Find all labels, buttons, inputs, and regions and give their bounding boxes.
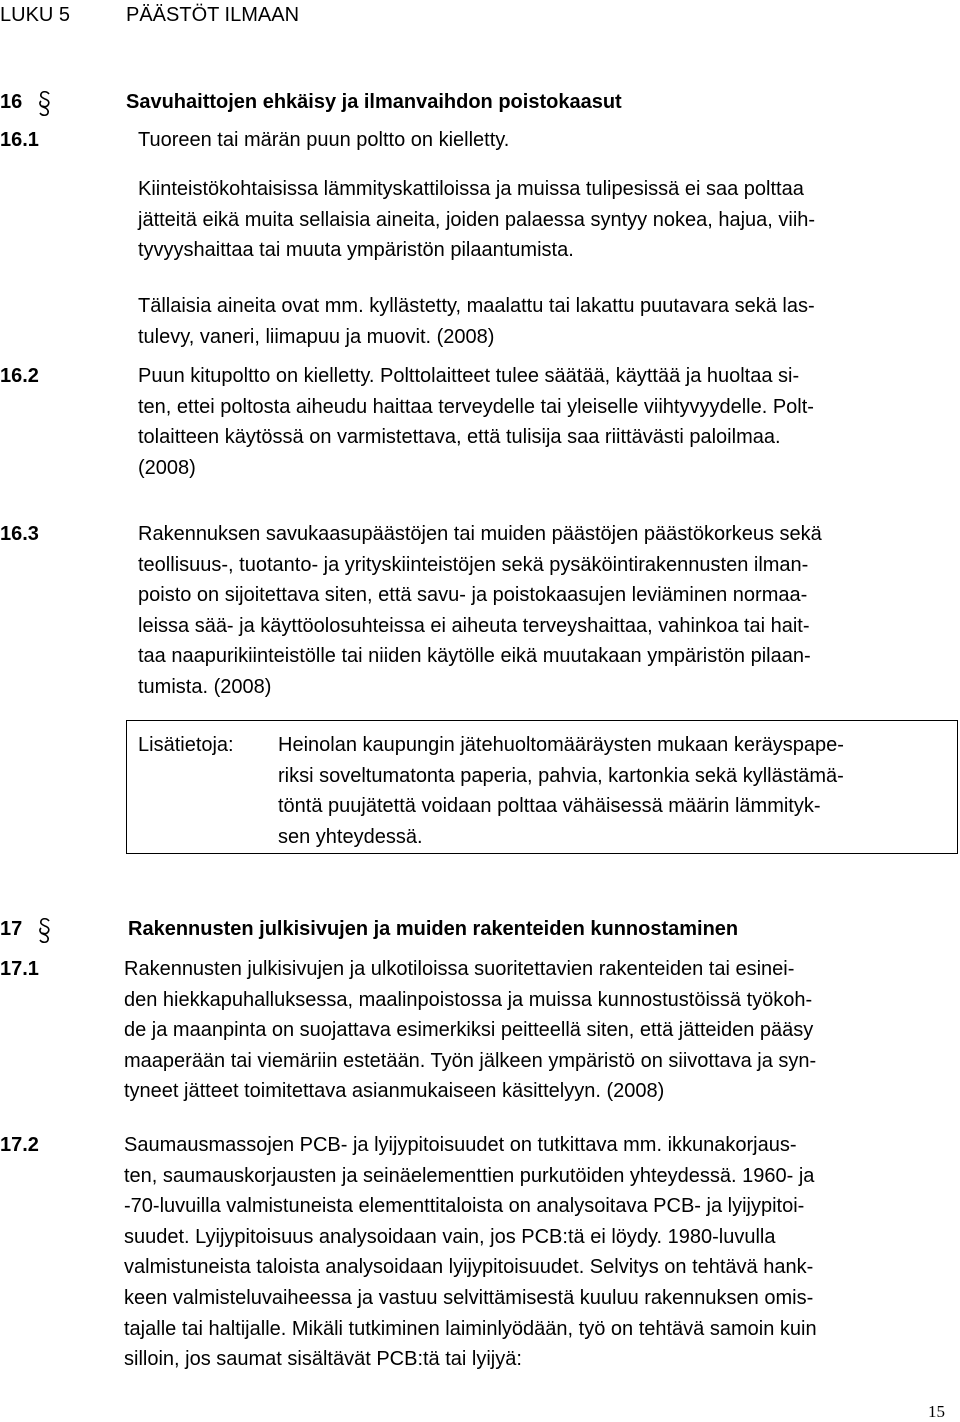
text-line: Saumausmassojen PCB- ja lyijypitoisuudet on tutkittava mm. ikkunakorjaus-	[124, 1134, 797, 1156]
section-sign-icon	[34, 88, 56, 118]
text-line: tyneet jätteet toimitettava asianmukaiseen käsittelyyn. (2008)	[124, 1080, 665, 1103]
text-line: Heinolan kaupungin jätehuoltomääräysten mukaan keräyspape-	[278, 734, 844, 756]
text-line: valmistuneista taloista analysoidaan lyijypitoisuudet. Selvitys on tehtävä hank-	[124, 1256, 814, 1279]
text-line: jätteitä eikä muita sellaisia aineita, joiden palaessa syntyy nokea, hajua, viih-	[138, 208, 816, 231]
chapter-title: PÄÄSTÖT ILMAAN	[126, 4, 300, 26]
text-line: ten, saumauskorjausten ja seinäelementtien purkutöiden yhteydessä. 1960- ja	[124, 1164, 815, 1187]
text-line: maaperään tai viemäriin estetään. Työn jälkeen ympäristö on siivottava ja syn-	[124, 1049, 817, 1072]
section-16-title: Savuhaittojen ehkäisy ja ilmanvaihdon poistokaasut	[126, 91, 622, 113]
text-line: riksi soveltumatonta paperia, pahvia, kartonkia sekä kyllästämä-	[278, 764, 844, 787]
text-line: silloin, jos saumat sisältävät PCB:tä tai lyijyä:	[124, 1348, 522, 1371]
text-line: taa naapurikiinteistölle tai niiden käytölle eikä muutakaan ympäristön pilaan-	[138, 645, 811, 668]
section-17-title: Rakennusten julkisivujen ja muiden rakenteiden kunnostaminen	[128, 918, 739, 940]
text-line: keen valmisteluvaiheessa ja vastuu selvittämisestä kuuluu rakennuksen omis-	[124, 1286, 814, 1309]
text-line: poisto on sijoitettava siten, että savu- ja poistokaasujen leviäminen normaa-	[138, 584, 808, 607]
text-line: Rakennuksen savukaasupäästöjen tai muiden päästöjen päästökorkeus sekä	[138, 523, 822, 545]
section-16-number: 16	[0, 91, 23, 113]
item-16-1-paragraph-2	[138, 291, 815, 352]
text-line: tumista. (2008)	[138, 675, 272, 698]
text-line: Kiinteistökohtaisissa lämmityskattiloissa ja muissa tulipesissä ei saa polttaa	[138, 178, 804, 200]
text-line: suudet. Lyijypitoisuus analysoidaan vain, jos PCB:tä ei löydy. 1980-luvulla	[124, 1225, 776, 1248]
section-17-number: 17	[0, 918, 23, 940]
item-17-2-paragraph	[124, 1130, 817, 1375]
text-line: Tällaisia aineita ovat mm. kyllästetty, maalattu tai lakattu puutavara sekä las-	[138, 295, 815, 317]
text-line: den hiekkapuhalluksessa, maalinpoistossa ja muissa kunnostustöissä työkoh-	[124, 988, 813, 1011]
item-16-3-paragraph	[138, 519, 822, 703]
text-line: tulevy, vaneri, liimapuu ja muovit. (2008)	[138, 325, 495, 348]
section-sign-icon	[34, 915, 56, 945]
text-line: Rakennusten julkisivujen ja ulkotiloissa suoritettavien rakenteiden tai esinei-	[124, 958, 795, 980]
info-box-text	[278, 730, 844, 852]
text-line: tyvyyshaittaa tai muuta ympäristön pilaantumista.	[138, 239, 574, 262]
item-16-2-number: 16.2	[0, 365, 39, 387]
item-16-1-paragraph-1	[138, 174, 815, 266]
item-16-3-number: 16.3	[0, 523, 39, 545]
text-line: töntä puujätettä voidaan polttaa vähäisessä määrin lämmityk-	[278, 795, 821, 818]
text-line: tajalle tai haltijalle. Mikäli tutkiminen laiminlyödään, työ on tehtävä samoin kuin	[124, 1317, 817, 1340]
text-line: Puun kitupoltto on kielletty. Polttolaitteet tulee säätää, käyttää ja huoltaa si-	[138, 365, 800, 387]
text-line: tolaitteen käytössä on varmistettava, että tulisija saa riittävästi paloilmaa.	[138, 426, 781, 449]
text-line: -70-luvuilla valmistuneista elementtitaloista on analysoitava PCB- ja lyijypitoi-	[124, 1195, 805, 1218]
text-line: ten, ettei poltosta aiheudu haittaa terveydelle tai yleiselle viihtyvyydelle. Polt-	[138, 395, 814, 418]
info-box-label: Lisätietoja:	[138, 734, 234, 756]
item-16-1-number: 16.1	[0, 129, 39, 151]
item-17-1-number: 17.1	[0, 958, 39, 980]
text-line: de ja maanpinta on suojattava esimerkiksi peitteellä siten, että jätteiden pääsy	[124, 1019, 814, 1042]
text-line: (2008)	[138, 456, 196, 479]
page-number: 15	[928, 1402, 945, 1421]
item-17-2-number: 17.2	[0, 1134, 39, 1156]
item-16-1-heading: Tuoreen tai märän puun poltto on kielletty.	[138, 129, 510, 151]
text-line: teollisuus-, tuotanto- ja yrityskiinteistöjen sekä pysäköintirakennusten ilman-	[138, 553, 809, 576]
chapter-label: LUKU 5	[0, 4, 71, 26]
text-line: sen yhteydessä.	[278, 825, 423, 848]
text-line: leissa sää- ja käyttöolosuhteissa ei aiheuta terveyshaittaa, vahinkoa tai hait-	[138, 614, 810, 637]
item-17-1-paragraph	[124, 954, 816, 1107]
item-16-2-paragraph	[138, 361, 814, 483]
